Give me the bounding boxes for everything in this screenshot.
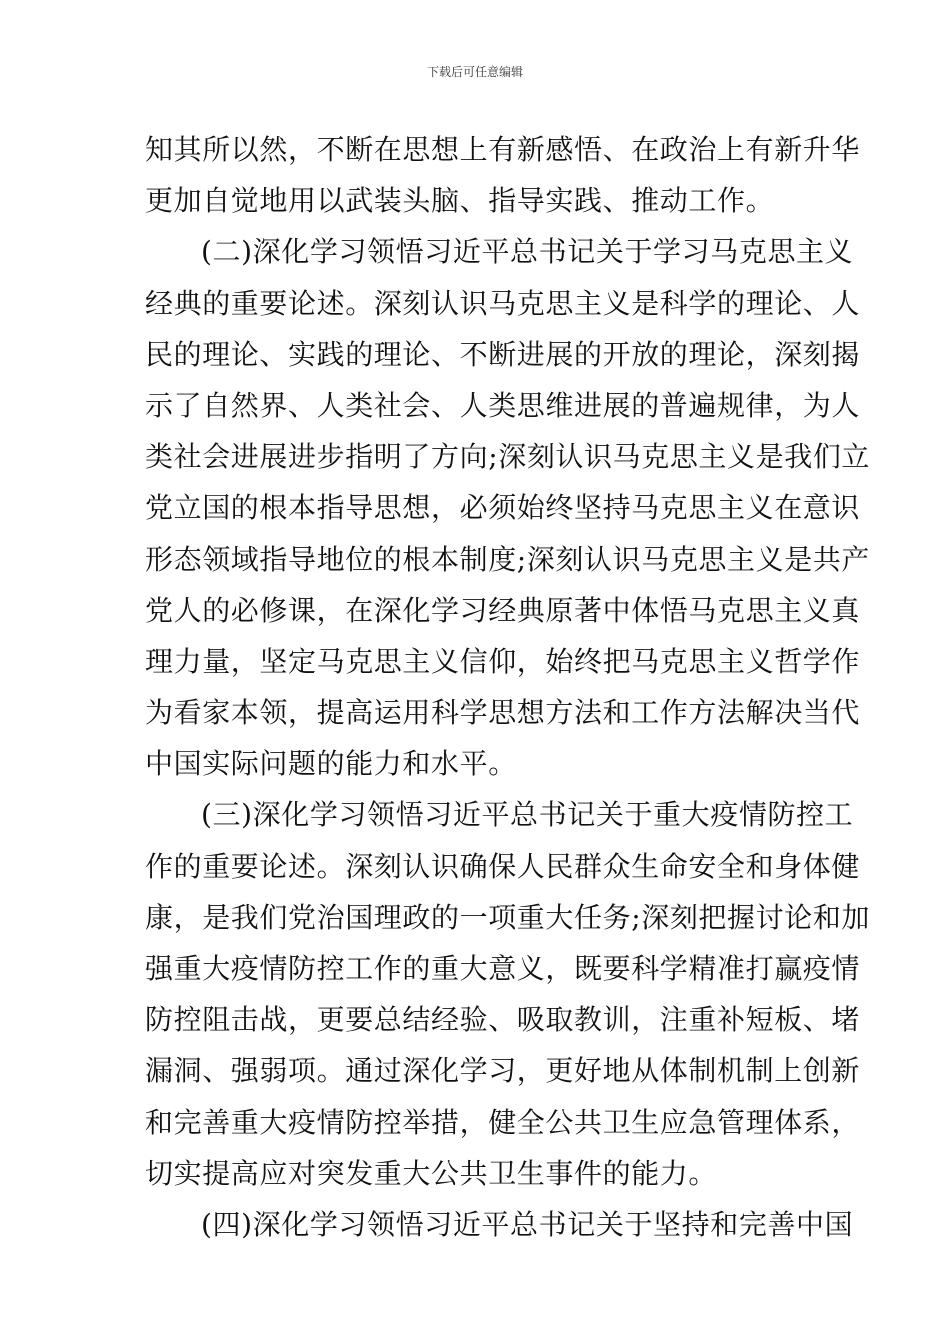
- text-line: 民的理论、实践的理论、不断进展的开放的理论，深刻揭: [145, 337, 861, 371]
- text-line: 作的重要论述。深刻认识确保人民群众生命安全和身体健: [145, 849, 861, 883]
- text-line: 党人的必修课，在深化学习经典原著中体悟马克思主义真: [145, 593, 861, 627]
- text-line: 类社会进展进步指明了方向;深刻认识马克思主义是我们立: [145, 440, 871, 474]
- text-line: 形态领域指导地位的根本制度;深刻认识马克思主义是共产: [145, 542, 871, 576]
- text-line: 更加自觉地用以武装头脑、指导实践、推动工作。: [145, 184, 775, 218]
- document-body: [145, 124, 871, 1250]
- text-line: 切实提高应对突发重大公共卫生事件的能力。: [145, 1156, 718, 1190]
- text-line: 强重大疫情防控工作的重大意义，既要科学精准打赢疫情: [145, 952, 861, 985]
- text-line: 党立国的根本指导思想，必须始终坚持马克思主义在意识: [145, 491, 861, 525]
- page-header: 下载后可任意编辑: [426, 65, 523, 79]
- text-line: 知其所以然，不断在思想上有新感悟、在政治上有新升华: [145, 133, 861, 166]
- text-line: 为看家本领，提高运用科学思想方法和工作方法解决当代: [145, 696, 861, 730]
- text-line: 中国实际问题的能力和水平。: [145, 747, 517, 781]
- text-line: 理力量，坚定马克思主义信仰，始终把马克思主义哲学作: [145, 644, 861, 678]
- text-line: (二)深化学习领悟习近平总书记关于学习马克思主义: [201, 235, 854, 269]
- text-line: (三)深化学习领悟习近平总书记关于重大疫情防控工: [201, 798, 854, 832]
- text-line: 和完善重大疫情防控举措，健全公共卫生应急管理体系，: [145, 1105, 861, 1139]
- text-line: 防控阻击战，更要总结经验、吸取教训，注重补短板、堵: [145, 1003, 861, 1037]
- text-line: 示了自然界、人类社会、人类思维进展的普遍规律，为人: [145, 388, 861, 422]
- text-line: 漏洞、强弱项。通过深化学习，更好地从体制机制上创新: [145, 1054, 861, 1088]
- text-line: 康，是我们党治国理政的一项重大任务;深刻把握讨论和加: [145, 900, 871, 934]
- text-line: 经典的重要论述。深刻认识马克思主义是科学的理论、人: [145, 286, 861, 320]
- text-line: (四)深化学习领悟习近平总书记关于坚持和完善中国: [201, 1207, 854, 1241]
